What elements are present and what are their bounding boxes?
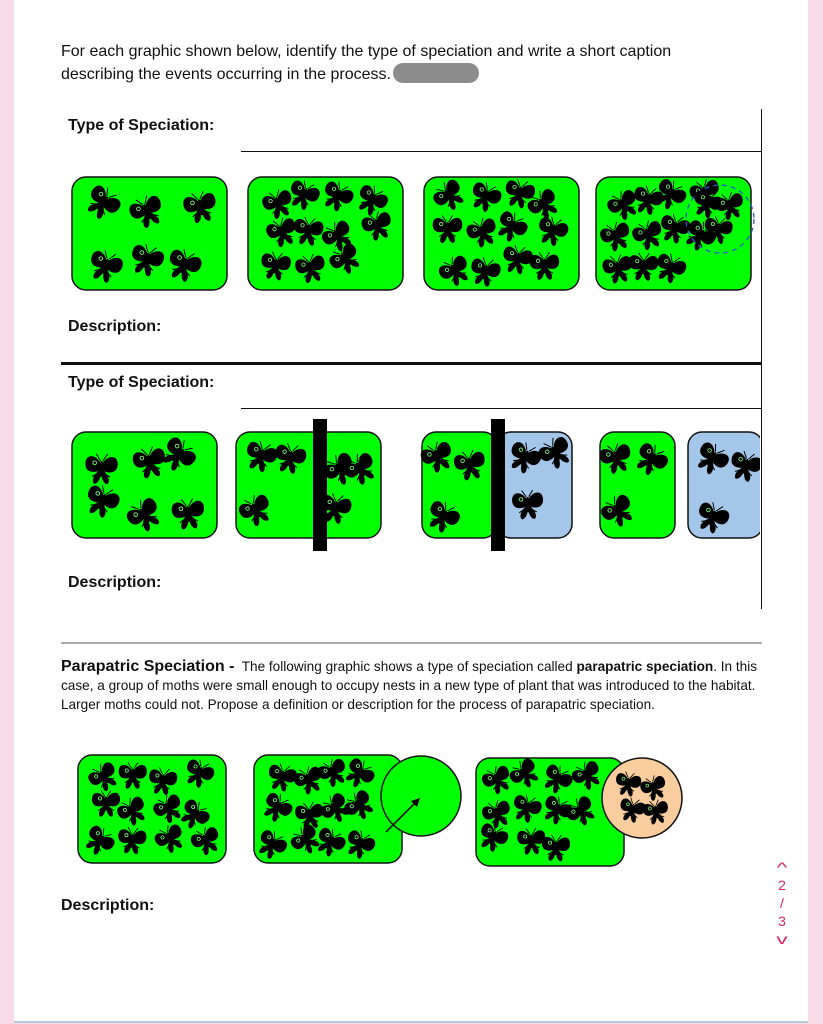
barrier [313,419,327,551]
allopatric-graphic [70,416,760,556]
current-page: 2 [778,877,786,893]
page-separator: / [780,895,784,911]
parapatric-text-after: . In this case, a group of moths were small enough to occupy nests in a new type of plant that was introduced to the habitat. Larger moths could not. Propose a definition or description for the process of parapatric speciation. [61,659,758,712]
description-label-3: Description: [61,897,155,914]
gray-divider [61,642,762,644]
intro-sentence: For each graphic shown below, identify the type of speciation and write a short caption describing the events occurring in the process. [61,43,672,83]
parapatric-text-before: The following graphic shows a type of speciation called [241,659,573,674]
description-label-1: Description: [68,318,162,335]
parapatric-graphic [70,750,710,872]
barrier [491,419,505,551]
total-pages: 3 [778,913,786,929]
page-down-button[interactable]: v [776,931,788,947]
page-up-button[interactable]: ^ [776,859,788,875]
page-navigator [772,858,792,948]
sympatric-graphic [70,174,760,296]
table-right-border [761,109,762,609]
document-page [14,0,808,1023]
section-divider [61,362,762,365]
answer-line-2[interactable] [241,408,761,409]
parapatric-paragraph [61,657,766,714]
parapatric-title: Parapatric Speciation - [61,658,235,675]
new-plant-circle-occupied [602,758,682,838]
answer-line-1[interactable] [241,151,761,152]
description-label-2: Description: [68,574,162,591]
redaction-mark [393,63,479,83]
type-of-speciation-label-1: Type of Speciation: [68,117,215,134]
parapatric-text-bold: parapatric speciation [576,659,714,674]
intro-text [61,41,741,86]
type-of-speciation-label-2: Type of Speciation: [68,374,215,391]
habitat-box [600,432,675,538]
